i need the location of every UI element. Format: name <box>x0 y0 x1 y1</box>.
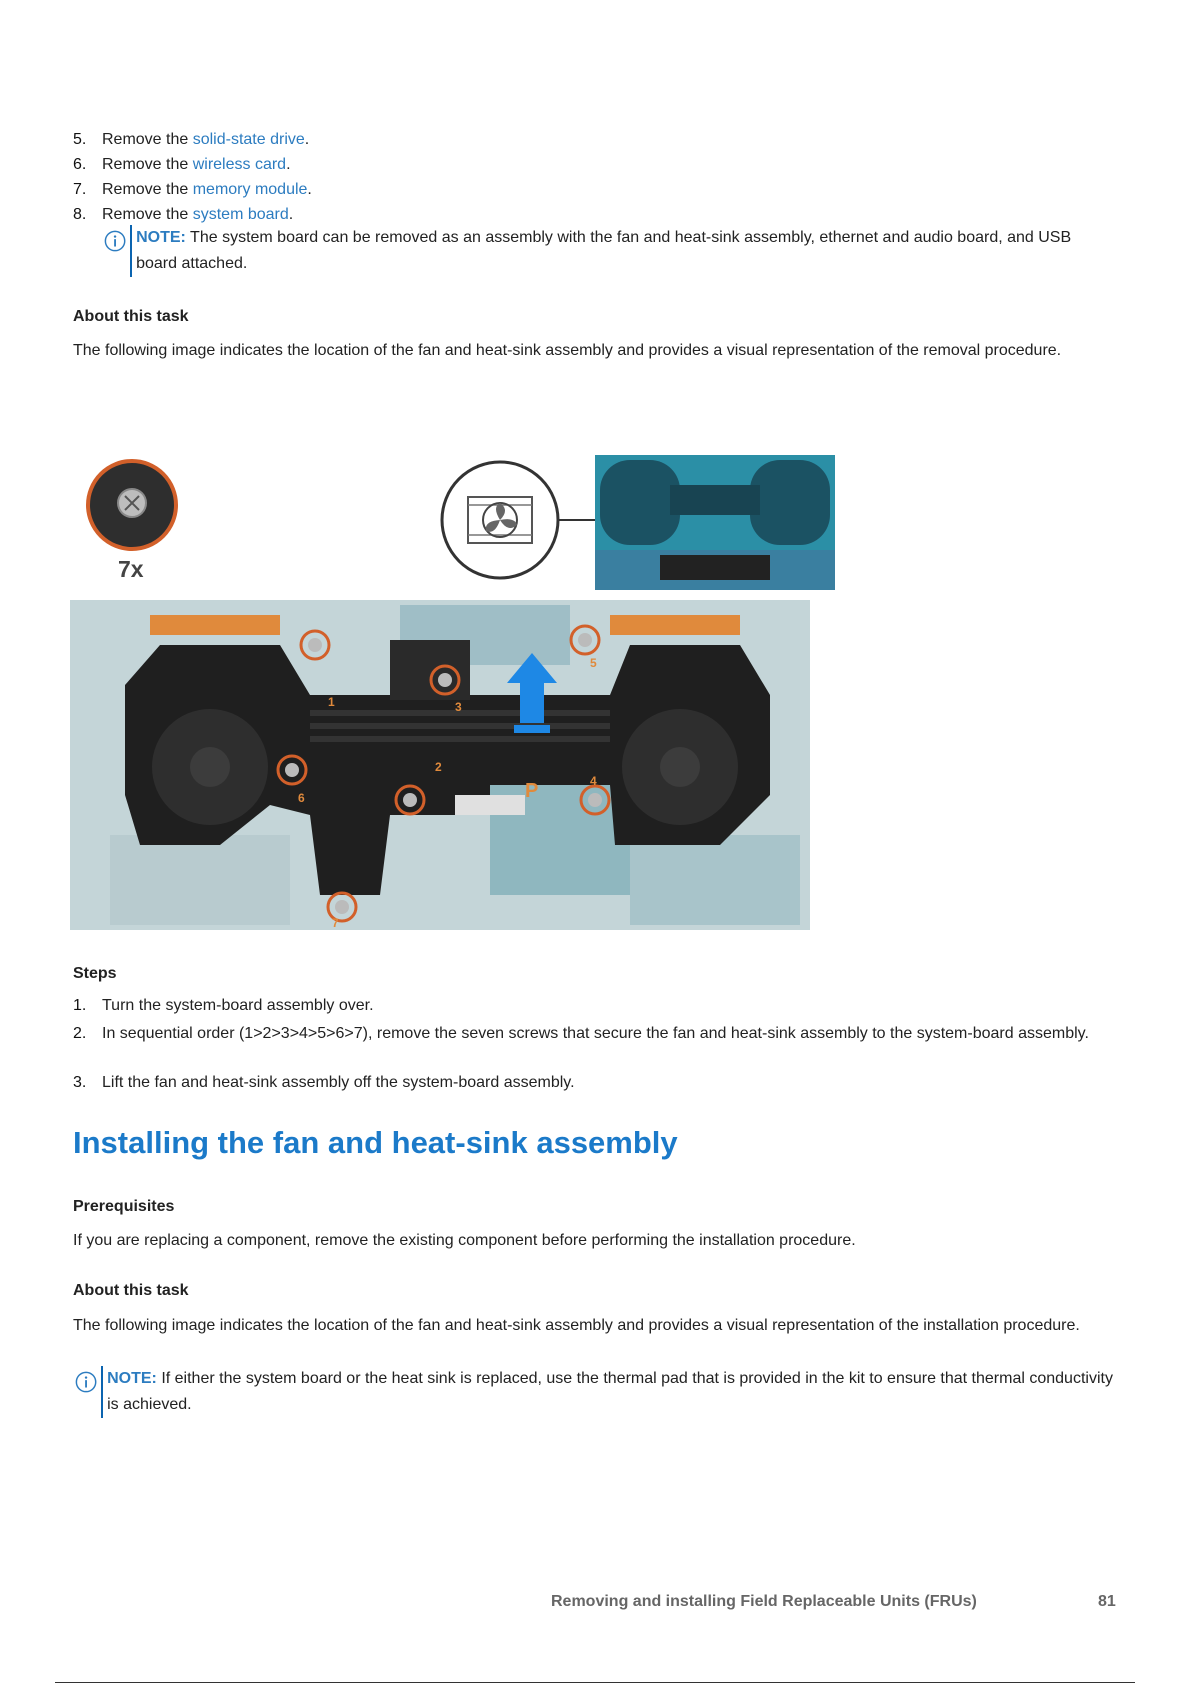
list-number: 5. <box>73 131 87 148</box>
screw-label: 2 <box>435 760 442 774</box>
screw-label: 3 <box>455 700 462 714</box>
screw-label: 6 <box>298 791 305 805</box>
screw-label: 5 <box>590 656 597 670</box>
note-box <box>104 225 1104 277</box>
link-memory-module[interactable]: memory module <box>192 181 308 198</box>
footer-rule <box>55 1682 1135 1683</box>
info-icon <box>104 229 126 253</box>
section-heading: About this task <box>73 308 189 325</box>
list-number: 3. <box>73 1074 87 1091</box>
screw-label: 1 <box>328 695 335 709</box>
list-number: 8. <box>73 206 87 223</box>
list-text: Remove the <box>102 156 193 173</box>
list-number: 6. <box>73 156 87 173</box>
list-item: 7. Remove the memory module. <box>73 181 312 198</box>
page-number: 81 <box>1098 1593 1116 1610</box>
note-label: NOTE: <box>107 1370 157 1387</box>
section-heading: Steps <box>73 965 117 982</box>
prereq-text: If you are replacing a component, remove the existing component before performing the installation procedure. <box>73 1232 856 1249</box>
screw-count: 7x <box>118 556 144 582</box>
link-solid-state-drive[interactable]: solid-state drive <box>192 131 305 148</box>
list-number: 2. <box>73 1025 87 1042</box>
list-item: 5. Remove the solid-state drive. <box>73 131 310 148</box>
list-number: 1. <box>73 997 87 1014</box>
list-text: Lift the fan and heat-sink assembly off the system-board assembly. <box>102 1074 575 1091</box>
list-item: 8. Remove the system board. <box>73 206 294 223</box>
list-text: In sequential order (1>2>3>4>5>6>7), remove the seven screws that secure the fan and heat-sink assembly to the system-board assembly. <box>102 1025 1089 1042</box>
page-title: Installing the fan and heat-sink assembly <box>73 1125 678 1160</box>
list-item: 6. Remove the wireless card. <box>73 156 291 173</box>
list-number: 7. <box>73 181 87 198</box>
system-board-overview <box>595 455 835 590</box>
note-text: NOTE: If either the system board or the heat sink is replaced, use the thermal pad that is provided in the kit to ensure that thermal conductivity is achieved. <box>101 1366 1115 1418</box>
screw-label: 4 <box>590 774 597 788</box>
fan-heatsink-illustration <box>70 455 870 930</box>
info-icon <box>75 1370 97 1394</box>
list-text: Turn the system-board assembly over. <box>102 997 374 1014</box>
section-heading: Prerequisites <box>73 1198 175 1215</box>
link-wireless-card[interactable]: wireless card <box>192 156 287 173</box>
about-text: The following image indicates the location of the fan and heat-sink assembly and provides a visual representation of the installation procedure. <box>73 1317 1080 1334</box>
link-system-board[interactable]: system board <box>192 206 289 223</box>
list-text: Remove the <box>102 131 193 148</box>
list-item <box>73 1073 575 1093</box>
board-mark: P <box>525 780 539 802</box>
list-text: Remove the <box>102 206 193 223</box>
fan-icon <box>442 462 595 578</box>
about-text: The following image indicates the location of the fan and heat-sink assembly and provides a visual representation of the removal procedure. <box>73 342 1062 359</box>
footer-title: Removing and installing Field Replaceable Units (FRUs) <box>551 1593 977 1610</box>
figure <box>70 455 870 930</box>
note-text: NOTE: The system board can be removed as an assembly with the fan and heat-sink assembly, ethernet and audio board, and USB board attached. <box>130 225 1104 277</box>
list-item <box>73 1024 1113 1044</box>
note-label: NOTE: <box>136 229 186 246</box>
screw-callout-icon <box>88 461 176 549</box>
screw-label: 7 <box>332 916 339 930</box>
list-text: Remove the <box>102 181 193 198</box>
note-box <box>75 1366 1115 1418</box>
section-heading: About this task <box>73 1282 189 1299</box>
list-item <box>73 996 374 1016</box>
